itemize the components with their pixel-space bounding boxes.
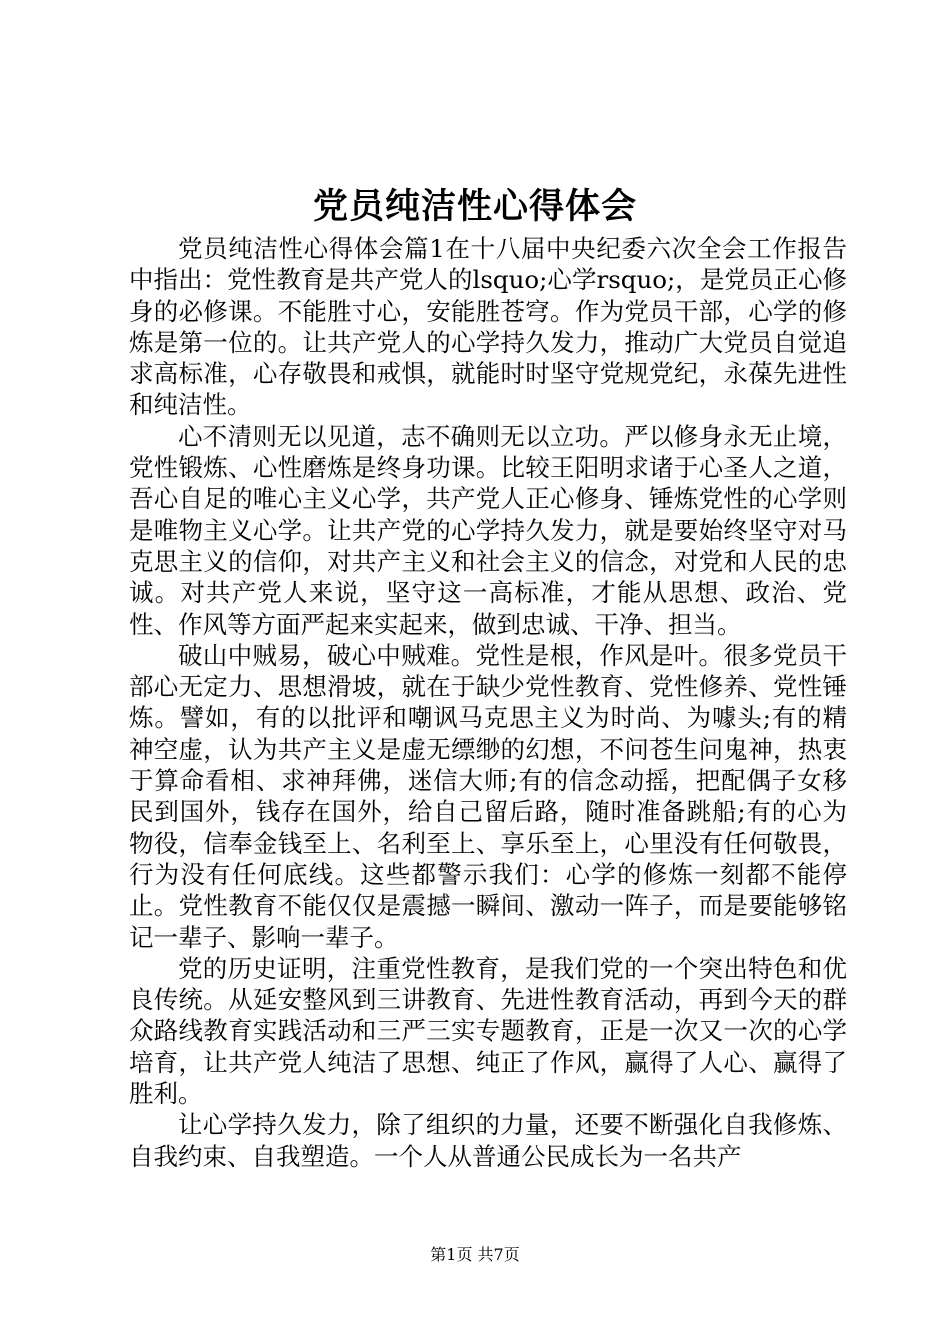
paragraph-5: 让心学持久发力，除了组织的力量，还要不断强化自我修炼、自我约束、自我塑造。一个人从普通公民成长为一名共产 [129,1110,847,1171]
document-body [129,233,847,1172]
paragraph-3: 破山中贼易，破心中贼难。党性是根，作风是叶。很多党员干部心无定力、思想滑坡，就在于缺少党性教育、党性修养、党性锤炼。譬如，有的以批评和嘲讽马克思主义为时尚、为噱头;有的精神空虚，认为共产主义是虚无缥缈的幻想，不问苍生问鬼神，热衷于算命看相、求神拜佛，迷信大师;有的信念动摇，把配偶子女移民到国外，钱存在国外，给自己留后路，随时准备跳船;有的心为物役，信奉金钱至上、名利至上、享乐至上，心里没有任何敬畏，行为没有任何底线。这些都警示我们：心学的修炼一刻都不能停止。党性教育不能仅仅是震撼一瞬间、激动一阵子，而是要能够铭记一辈子、影响一辈子。 [129,640,847,952]
paragraph-1: 党员纯洁性心得体会篇1在十八届中央纪委六次全会工作报告中指出：党性教育是共产党人的lsquo;心学rsquo;，是党员正心修身的必修课。不能胜寸心，安能胜苍穹。作为党员干部，心学的修炼是第一位的。让共产党人的心学持久发力，推动广大党员自觉追求高标准，心存敬畏和戒惧，就能时时坚守党规党纪，永葆先进性和纯洁性。 [129,234,847,420]
paragraph-2: 心不清则无以见道，志不确则无以立功。严以修身永无止境，党性锻炼、心性磨炼是终身功课。比较王阳明求诸于心圣人之道，吾心自足的唯心主义心学，共产党人正心修身、锤炼党性的心学则是唯物主义心学。让共产党的心学持久发力，就是要始终坚守对马克思主义的信仰，对共产主义和社会主义的信念，对党和人民的忠诚。对共产党人来说，坚守这一高标准，才能从思想、政治、党性、作风等方面严起来实起来，做到忠诚、干净、担当。 [129,421,847,639]
page-number-footer: 第1页 共7页 [430,1245,520,1264]
paragraph-4: 党的历史证明，注重党性教育，是我们党的一个突出特色和优良传统。从延安整风到三讲教育、先进性教育活动，再到今天的群众路线教育实践活动和三严三实专题教育，正是一次又一次的心学培育，让共产党人纯洁了思想、纯正了作风，赢得了人心、赢得了胜利。 [129,953,847,1109]
document-title: 党员纯洁性心得体会 [312,186,637,227]
